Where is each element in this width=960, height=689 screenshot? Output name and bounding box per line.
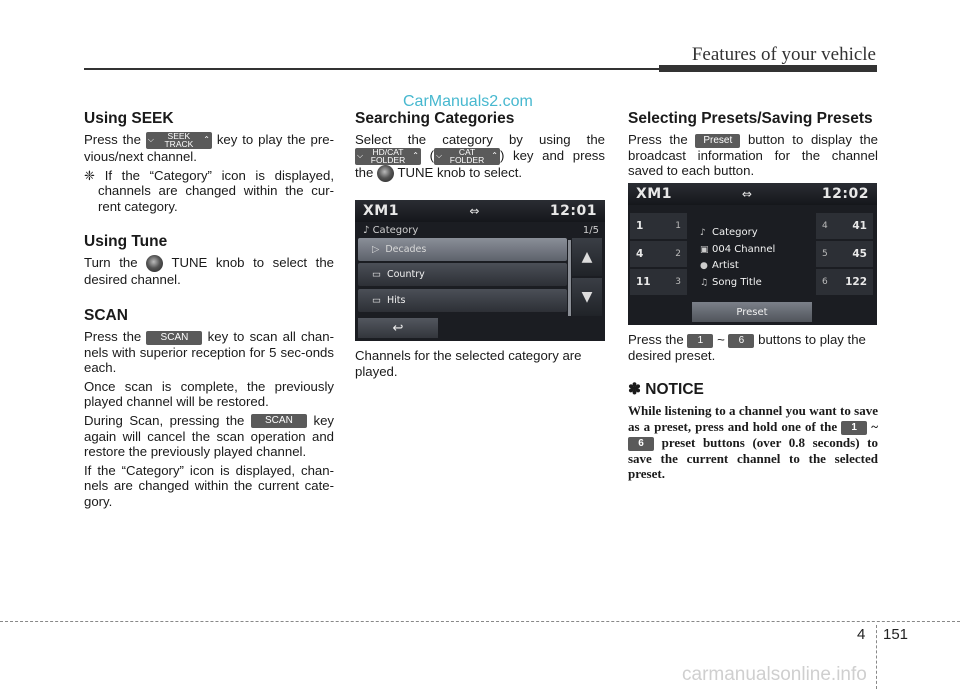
page-header-title: Features of your vehicle bbox=[691, 44, 876, 65]
footer-watermark: carmanualsonline.info bbox=[682, 664, 867, 685]
searching-categories-paragraph: Select the category by using the ⌵ HD/CAT FOLDER ⌃ ( ⌵ CAT FOLDER ⌃ ) key and press the TUNE knob to select. bbox=[355, 132, 605, 182]
source-label: XM1 bbox=[636, 186, 672, 202]
chevron-up-icon: ⌃ bbox=[203, 135, 210, 145]
tune-knob-icon bbox=[146, 255, 163, 272]
footer-rule bbox=[0, 621, 960, 622]
list-item[interactable]: ▭ Hits bbox=[358, 289, 567, 312]
scrollbar[interactable] bbox=[568, 240, 571, 316]
preset-1-key: 1 bbox=[841, 421, 867, 435]
chevron-up-icon: ⌃ bbox=[412, 150, 419, 160]
screen1-caption: Channels for the selected category are played. bbox=[355, 348, 582, 379]
section-number: 4 bbox=[857, 626, 866, 643]
music-note-icon: ♫ bbox=[700, 277, 709, 288]
list-item[interactable]: ▭ Country bbox=[358, 263, 567, 286]
preset-button-1[interactable]: 1 1 bbox=[630, 213, 687, 239]
tune-heading: Using Tune bbox=[84, 233, 168, 251]
chevron-up-icon: ⌃ bbox=[491, 150, 498, 160]
scan-heading: SCAN bbox=[84, 307, 128, 324]
radio-icon: ▣ bbox=[700, 244, 709, 255]
header-rule-accent bbox=[659, 65, 877, 72]
preset-6-key: 6 bbox=[628, 437, 654, 451]
channel-info: ♪ Category ▣ 004 Channel ● Artist ♫ Song Title bbox=[700, 225, 775, 291]
seek-note: ❈ If the “Category” icon is displayed, channels are changed within the cur-rent category. bbox=[84, 167, 334, 214]
tune-paragraph: Turn the TUNE knob to select the desired channel. bbox=[84, 255, 335, 288]
preset-button-2[interactable]: 4 2 bbox=[630, 241, 687, 267]
back-button[interactable] bbox=[358, 318, 438, 338]
tune-knob-icon bbox=[377, 165, 394, 182]
notice-title: ✽ NOTICE bbox=[628, 381, 704, 398]
category-icon: ♪ bbox=[700, 228, 706, 238]
presets-paragraph: Press the Preset button to display the broadcast information for the channel saved to each button. bbox=[628, 132, 878, 179]
page-number: 151 bbox=[883, 626, 909, 643]
usb-icon: ⇔ bbox=[741, 187, 752, 201]
hd-cat-folder-key: ⌵ HD/CAT FOLDER ⌃ bbox=[357, 146, 419, 165]
column-left bbox=[84, 110, 334, 513]
scan-key: SCAN bbox=[251, 414, 307, 428]
page-indicator: 1/5 bbox=[582, 224, 599, 236]
screen-status-bar bbox=[628, 183, 877, 205]
presets-caption: Press the 1 ~ 6 buttons to play the desired preset. bbox=[628, 332, 866, 363]
back-arrow-icon: ↩ bbox=[392, 320, 404, 336]
searching-categories-heading: Searching Categories bbox=[355, 110, 515, 127]
seek-track-key: ⌵ SEEK TRACK ⌃ bbox=[147, 131, 210, 150]
presets-heading: Selecting Presets/Saving Presets bbox=[628, 110, 873, 127]
notice-body: While listening to a channel you want to save as a preset, press and hold one of the 1 ~ 6 preset buttons (over 0.8 seconds) to save the current channel to the selected preset. bbox=[628, 403, 879, 482]
folder-icon: ▭ bbox=[372, 269, 381, 280]
category-icon: ♪ bbox=[363, 224, 370, 236]
list-item[interactable]: ▷ Decades bbox=[358, 238, 567, 261]
folder-icon: ▭ bbox=[372, 295, 381, 306]
clock: 12:02 bbox=[821, 186, 869, 202]
header-rule bbox=[84, 68, 659, 70]
category-screen bbox=[355, 200, 605, 341]
preset-key: Preset bbox=[695, 134, 740, 148]
chevron-down-icon: ⌵ bbox=[436, 150, 443, 160]
preset-button-3[interactable]: 11 3 bbox=[630, 269, 687, 295]
preset-6-key: 6 bbox=[728, 334, 754, 348]
preset-button[interactable]: Preset bbox=[692, 302, 812, 322]
column-middle bbox=[355, 110, 605, 185]
seek-heading: Using SEEK bbox=[84, 110, 174, 127]
source-label: XM1 bbox=[363, 203, 399, 219]
chevron-down-icon: ⌵ bbox=[357, 150, 364, 160]
seek-paragraph: Press the ⌵ SEEK TRACK ⌃ key to play the pre-vious/next channel. bbox=[84, 131, 334, 165]
notice-box bbox=[628, 362, 878, 482]
scan-key: SCAN bbox=[146, 331, 202, 345]
scan-paragraph-1: Press the SCAN key to scan all chan-nels with superior reception for 5 sec-onds each. bbox=[84, 329, 334, 376]
screen-status-bar bbox=[355, 200, 605, 222]
preset-button-5[interactable]: 5 45 bbox=[816, 241, 873, 267]
scan-paragraph-2: Once scan is complete, the previously played channel will be restored. bbox=[84, 378, 334, 410]
preset-screen bbox=[628, 183, 877, 325]
preset-button-4[interactable]: 4 41 bbox=[816, 213, 873, 239]
watermark-link[interactable]: CarManuals2.com bbox=[403, 93, 533, 110]
triangle-up-icon: ▲ bbox=[581, 249, 593, 265]
column-right bbox=[628, 110, 878, 182]
artist-icon: ● bbox=[700, 261, 708, 271]
preset-button-6[interactable]: 6 122 bbox=[816, 269, 873, 295]
scan-paragraph-4: If the “Category” icon is displayed, chan-nels are changed within the current cate-gory. bbox=[84, 462, 334, 509]
usb-icon: ⇔ bbox=[469, 204, 480, 218]
category-row bbox=[355, 222, 605, 238]
page-number-divider bbox=[876, 625, 877, 689]
chevron-down-icon: ⌵ bbox=[147, 135, 154, 145]
clock: 12:01 bbox=[549, 203, 597, 219]
scroll-up-button[interactable] bbox=[572, 238, 602, 276]
cat-folder-key: ⌵ CAT FOLDER ⌃ bbox=[436, 146, 498, 165]
play-icon: ▷ bbox=[372, 244, 380, 255]
triangle-down-icon: ▼ bbox=[581, 289, 593, 305]
preset-1-key: 1 bbox=[687, 334, 713, 348]
scan-paragraph-3: During Scan, pressing the SCAN key again will cancel the scan operation and restore the previously played channel. bbox=[84, 412, 334, 460]
scroll-down-button[interactable] bbox=[572, 278, 602, 316]
category-label: Category bbox=[372, 224, 419, 236]
